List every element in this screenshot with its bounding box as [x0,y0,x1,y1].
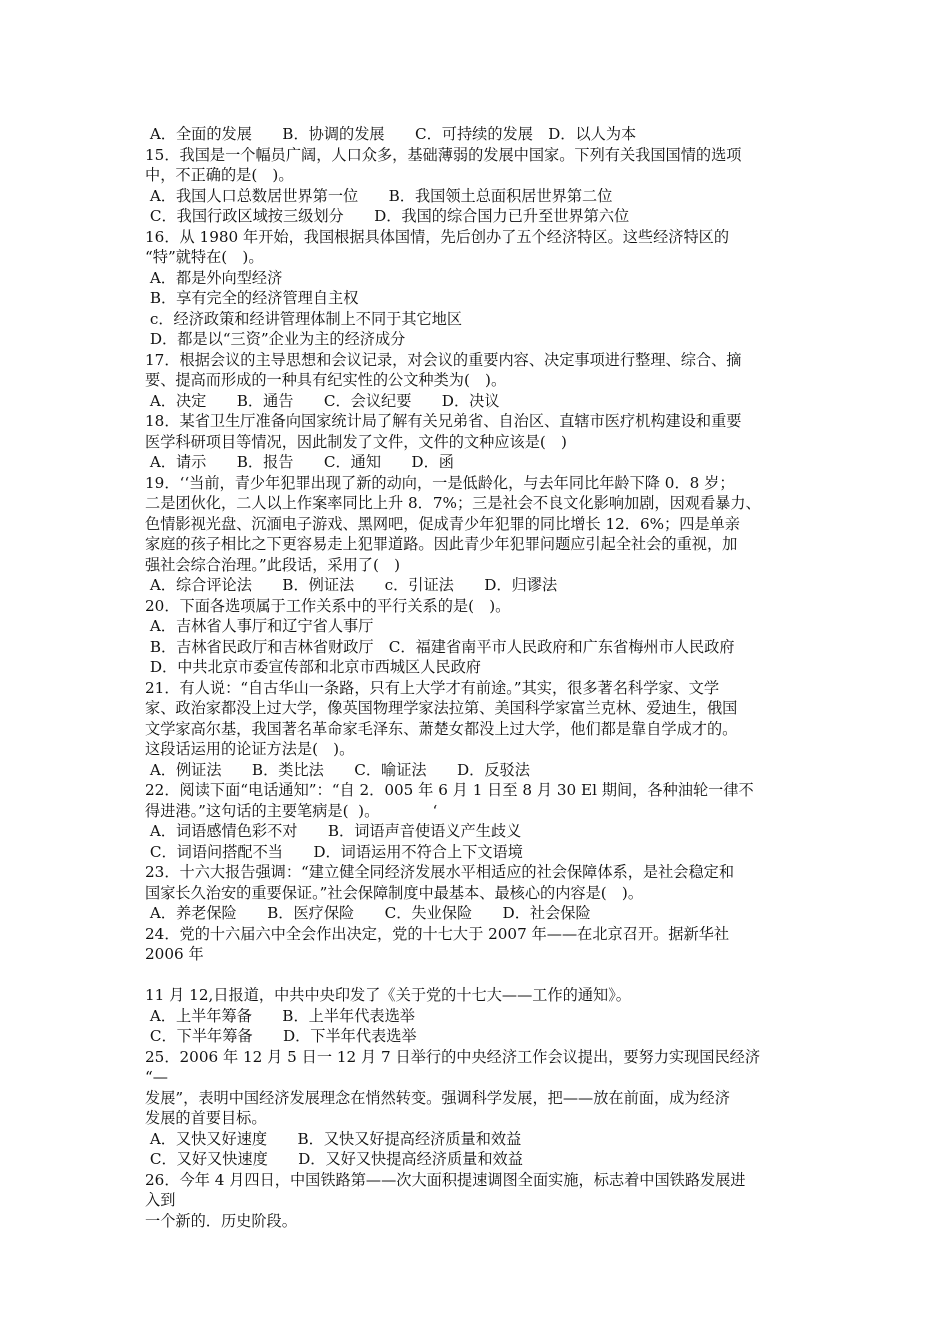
exam-questions-text [145,124,815,1231]
text-line: 2006 年 [145,945,204,963]
text-line: 21．有人说：“自古华山一条路，只有上大学才有前途。”其实，很多著名科学家、文学 [145,678,720,697]
text-line: B．吉林省民政厅和吉林省财政厅 C．福建省南平市人民政府和广东省梅州市人民政府 [145,637,735,656]
text-line: 文学家高尔基，我国著名革命家毛泽东、萧楚女都没上过大学，他们都是靠自学成才的。 [145,719,738,738]
text-line [145,965,815,986]
text-line: 发展的首要目标。 [145,1109,267,1127]
text-line: 11 月 12,日报道，中共中央印发了《关于党的十七大——工作的通知》。 [145,986,631,1004]
text-line: 20．下面各选项属于工作关系中的平行关系的是( )。 [145,596,511,615]
text-line: 一个新的．历史阶段。 [145,1211,297,1230]
text-line: 中，不正确的是( )。 [145,166,294,184]
text-line: A．决定 B．通告 C．会议纪要 D．决议 [145,391,500,410]
text-line: “特”就特在( )。 [145,248,264,266]
text-line: 得进港。”这句话的主要笔病是( )。 ‘ [145,801,438,820]
text-line: C．下半年筹备 D．下半年代表选举 [145,1027,417,1045]
text-line: 国家长久治安的重要保证。”社会保障制度中最基本、最核心的内容是( )。 [145,883,644,902]
text-line: 19．‘‘当前，青少年犯罪出现了新的动向，一是低龄化，与去年同比年龄下降 0．8 岁； [145,473,735,492]
text-line: 入到 [145,1191,176,1209]
text-line: A．我国人口总数居世界第一位 B．我国领土总面积居世界第二位 [145,186,613,205]
text-line: D．中共北京市委宣传部和北京市西城区人民政府 [145,658,481,676]
text-line: C．我国行政区域按三级划分 D．我国的综合国力已升至世界第六位 [145,207,630,225]
text-line: 医学科研项目等情况，因此制发了文件，文件的文种应该是( ) [145,432,567,451]
text-line: “— [145,1068,168,1086]
text-line: 色情影视光盘、沉湎电子游戏、黑网吧，促成青少年犯罪的同比增长 12．6%；四是单亲 [145,514,740,533]
text-line: A．又快又好速度 B．又快又好提高经济质量和效益 [145,1129,522,1148]
text-line: C．又好又快速度 D．又好又快提高经济质量和效益 [145,1150,523,1168]
text-line: 22．阅读下面“电话通知”：“自 2．005 年 6 月 1 日至 8 月 30 El 期间，各种油轮一律不 [145,781,754,799]
text-line: A．吉林省人事厅和辽宁省人事厅 [145,617,374,635]
text-line: D．都是以“三资”企业为主的经济成分 [145,330,406,348]
text-line: 17．根据会议的主导思想和会议记录，对会议的重要内容、决定事项进行整理、综合、摘 [145,350,742,369]
text-line: A．词语感情色彩不对 B．词语声音使语义产生歧义 [145,822,522,840]
text-line: 要、提高而形成的一种具有纪实性的公文种类为( )。 [145,371,507,389]
text-line: 强社会综合治理。”此段话，采用了( ) [145,555,401,574]
text-line: 23．十六大报告强调：“建立健全同经济发展水平相适应的社会保障体系，是社会稳定和 [145,863,735,881]
text-line: A．上半年筹备 B．上半年代表选举 [145,1006,415,1025]
text-line: 26．今年 4 月四日，中国铁路第——次大面积提速调图全面实施，标志着中国铁路发展进 [145,1170,746,1189]
text-line: A．综合评论法 B．例证法 c．引证法 D．归谬法 [145,576,558,594]
text-line: 二是团伙化，二人以上作案率同比上升 8．7%；三是社会不良文化影响加剧，因观看暴力、 [145,494,761,512]
text-line: A．例证法 B．类比法 C．喻证法 D．反驳法 [145,760,530,779]
text-line: A．都是外向型经济 [145,268,283,287]
text-line: A．全面的发展 B．协调的发展 C．可持续的发展 D．以人为本 [145,125,637,143]
text-line: A．养老保险 B．医疗保险 C．失业保险 D．社会保险 [145,904,591,922]
text-line: A．请示 B．报告 C．通知 D．函 [145,453,454,471]
text-line: 16．从 1980 年开始，我国根据具体国情，先后创办了五个经济特区。这些经济特区的 [145,227,730,246]
text-line: 18．某省卫生厅准备向国家统计局了解有关兄弟省、自治区、直辖市医疗机构建设和重要 [145,412,742,430]
text-line: 家、政治家都没上过大学，像英国物理学家法拉第、美国科学家富兰克林、爱迪生，俄国 [145,699,738,717]
text-line: c．经济政策和经讲管理体制上不同于其它地区 [145,309,463,328]
text-line: 家庭的孩子相比之下更容易走上犯罪道路。因此青少年犯罪问题应引起全社会的重视，加 [145,535,738,553]
text-line: B．享有完全的经济管理自主权 [145,289,359,307]
text-line: 25．2006 年 12 月 5 日一 12 月 7 日举行的中央经济工作会议提出，要努力实现国民经济 [145,1047,761,1066]
text-line: C．词语问搭配不当 D．词语运用不符合上下文语境 [145,842,523,861]
text-line: 24．党的十六届六中全会作出决定，党的十七大于 2007 年——在北京召开。据新华社 [145,924,730,943]
text-line: 发展”，表明中国经济发展理念在悄然转变。强调科学发展，把——放在前面，成为经济 [145,1088,730,1107]
text-line: 15．我国是一个幅员广阔，人口众多，基础薄弱的发展中国家。下列有关我国国情的选项 [145,145,742,164]
text-line: 这段话运用的论证方法是( )。 [145,740,355,758]
